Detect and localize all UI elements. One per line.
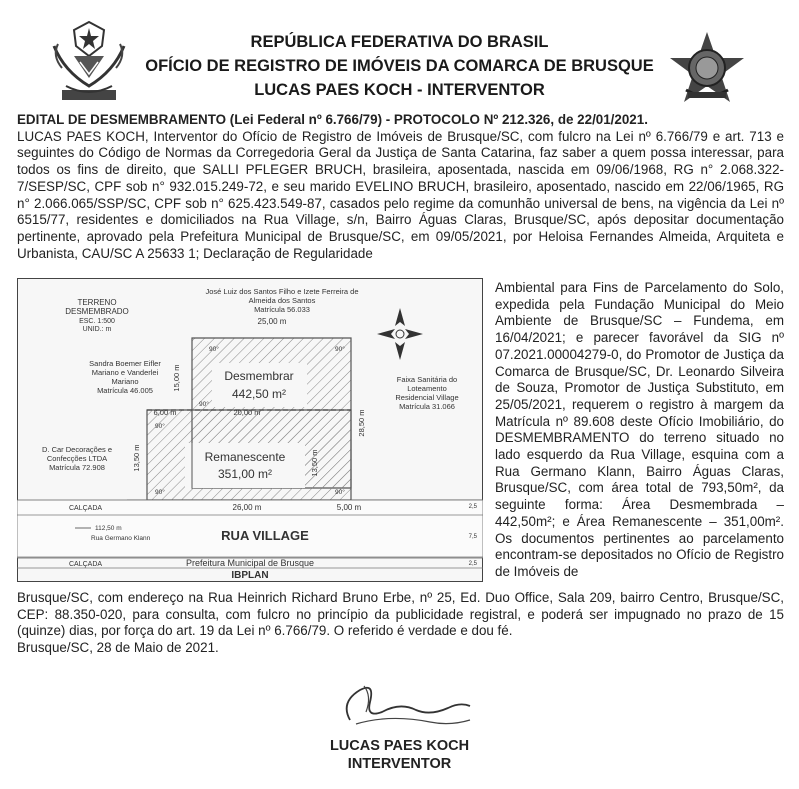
edital-date-line: Brusque/SC, 28 de Maio de 2021.: [17, 640, 219, 656]
plan-north-owner-2: Almeida dos Santos: [248, 296, 316, 305]
plan-west-owner-bottom-2: Confecções LTDA: [46, 454, 108, 463]
plan-dim-top: 25,00 m: [257, 317, 287, 326]
plan-side-dim-a: 2,5: [468, 504, 477, 510]
plan-germano-distance: 112,50 m: [95, 525, 122, 532]
plan-dim-inner-lower: 13,50 m: [310, 449, 319, 477]
header-line-3: LUCAS PAES KOCH - INTERVENTOR: [254, 81, 545, 99]
plan-east-owner-2: Loteamento: [407, 384, 447, 393]
plan-dim-left-upper: 15,00 m: [172, 364, 181, 392]
edital-tail: [17, 590, 784, 657]
plan-north-owner-1: José Luiz dos Santos Filho e Izete Ferreira de: [205, 287, 359, 296]
plan-side-dim-c: 2,5: [468, 561, 477, 567]
handwritten-signature-icon: [320, 672, 480, 734]
brazil-coat-of-arms-icon: [668, 30, 746, 108]
plan-street-name: RUA VILLAGE: [221, 528, 309, 543]
signature-role: INTERVENTOR: [347, 756, 452, 772]
plan-dim-right: 28,50 m: [357, 409, 366, 437]
edital-title: EDITAL DE DESMEMBRAMENTO (Lei Federal nº 6.766/79) - PROTOCOLO Nº 212.326, de 22/01/2021.: [17, 112, 648, 127]
plan-terreno-4: UNID.: m: [82, 326, 112, 333]
plan-terreno-3: ESC. 1:500: [79, 318, 115, 325]
plan-west-owner-top-3: Mariano: [111, 377, 139, 386]
plan-calcada-top: CALÇADA: [69, 505, 103, 512]
plan-east-owner-3: Residencial Village: [395, 393, 459, 402]
plan-terreno-2: DESMEMBRADO: [65, 307, 129, 316]
plan-ibplan: IBPLAN: [231, 570, 269, 581]
plan-prefeitura: Prefeitura Municipal de Brusque: [185, 558, 315, 568]
plan-west-owner-top-2: Mariano e Vanderlei: [91, 368, 159, 377]
plan-west-owner-bottom-1: D. Car Decorações e: [41, 445, 113, 454]
plan-remanescente-label: Remanescente: [204, 450, 286, 464]
edital-body: [17, 112, 784, 262]
plan-side-dim-b: 7,5: [468, 534, 477, 540]
plan-dim-bottom-right: 5,00 m: [336, 503, 362, 512]
plan-west-owner-top-1: Sandra Boemer Eifler: [89, 359, 161, 368]
plan-dim-left-lower: 13,50 m: [132, 444, 141, 472]
plan-angle-6: 90°: [335, 489, 345, 496]
header: [0, 0, 799, 110]
plan-germano-street: Rua Germano Klann: [91, 535, 151, 542]
plan-terreno-1: TERRENO: [77, 298, 117, 307]
signature-name: LUCAS PAES KOCH: [329, 738, 470, 754]
edital-text-main: LUCAS PAES KOCH, Interventor do Ofício de Registro de Imóveis de Brusque/SC, com fulcro na Lei nº 6.766/79 e art. 713 e seguintes do Código de Normas da Corregedoria Geral da Justiça de Santa Catarina, faz saber a quem possa interessar, para todos os fins de direito, que SALLI PFLEGER BRUCH, brasileira, aposentada, nascida em 09/06/1968, RG n° 2.068.322-7/SESP/SC, CPF sob n° 932.015.249-72, e seu marido EVELINO BRUCH, brasileiro, aposentado, nascido em 22/06/1965, RG n° 2.066.065/SSP/SC, CPF sob n° 625.423.549-87, casados pelo regime da comunhão universal de bens, na vigência da Lei nº 6515/77, residentes e domiciliados na Rua Village, s/n, Bairro Águas Claras, Brusque/SC, após depositar documentação pertinente, aprovado pela Prefeitura Municipal de Brusque/SC, em 09/05/2021, por Heloisa Fernandes Almeida, Arquiteta e Urbanista, CAU/SC A 25633 1; Declaração de Regularidade: [17, 128, 784, 261]
plan-west-owner-top-4: Matrícula 46.005: [97, 386, 153, 395]
plan-calcada-bottom: CALÇADA: [69, 561, 103, 568]
plan-dim-step: 6,00 m: [153, 408, 177, 417]
plan-angle-5: 90°: [155, 489, 165, 496]
plan-dim-mid: 20,00 m: [233, 408, 261, 417]
site-plan-drawing: [17, 278, 483, 582]
plan-east-owner-4: Matrícula 31.066: [399, 402, 455, 411]
header-line-2: OFÍCIO DE REGISTRO DE IMÓVEIS DA COMARCA DE BRUSQUE: [145, 57, 654, 75]
plan-remanescente-area: 351,00 m²: [217, 467, 273, 481]
plan-north-owner-3: Matrícula 56.033: [254, 305, 310, 314]
header-line-1: REPÚBLICA FEDERATIVA DO BRASIL: [250, 33, 549, 51]
plan-dim-bottom: 26,00 m: [232, 503, 262, 512]
plan-angle-1: 90°: [209, 346, 219, 353]
plan-angle-2: 90°: [335, 346, 345, 353]
plan-west-owner-bottom-3: Matrícula 72.908: [49, 463, 105, 472]
plan-angle-4: 90°: [155, 423, 165, 430]
plan-desmembrar-area: 442,50 m²: [231, 387, 287, 401]
plan-desmembrar-label: Desmembrar: [224, 369, 294, 383]
plan-east-owner-1: Faixa Sanitária do: [396, 375, 458, 384]
edital-text-tail: Brusque/SC, com endereço na Rua Heinrich Richard Bruno Erbe, nº 25, Ed. Duo Office, Sala 209, bairro Centro, Brusque/SC, CEP: 88.350-020, para consulta, com fulcro no princípio da publicidade registral, e poderá ser impugnado no prazo de 15 (quinze) dias, por força do art. 19 da Lei nº 6.766/79. O referido é verdade e dou fé.: [17, 590, 784, 639]
plan-angle-3: 90°: [199, 401, 209, 408]
edital-text-wrap: Ambiental para Fins de Parcelamento do Solo, expedida pela Fundação Municipal do Meio Ambiente de Brusque/SC – Fundema, em 16/04/2021; e parecer favorável da SIG nº 07.2021.00004279-0, do Promotor de Justiça da Comarca de Brusque/SC, Dr. Leonardo Silveira de Souza, Promotor de Justiça Substituto, em 25/05/2021, requerem o registro à margem da Matrícula nº 89.608 deste Ofício Imobiliário, do DESMEMBRAMENTO do terreno situado no lado esquerdo da Rua Village, esquina com a Rua Germano Klann, Bairro Águas Claras, Brusque/SC, com área total de 793,50m², da seguinte forma: Área Desmembrada – 442,50m²; e Área Remanescente – 351,00m². Os documentos pertinentes ao parcelamento encontram-se depositados no Ofício de Registro de Imóveis de: [495, 280, 784, 579]
